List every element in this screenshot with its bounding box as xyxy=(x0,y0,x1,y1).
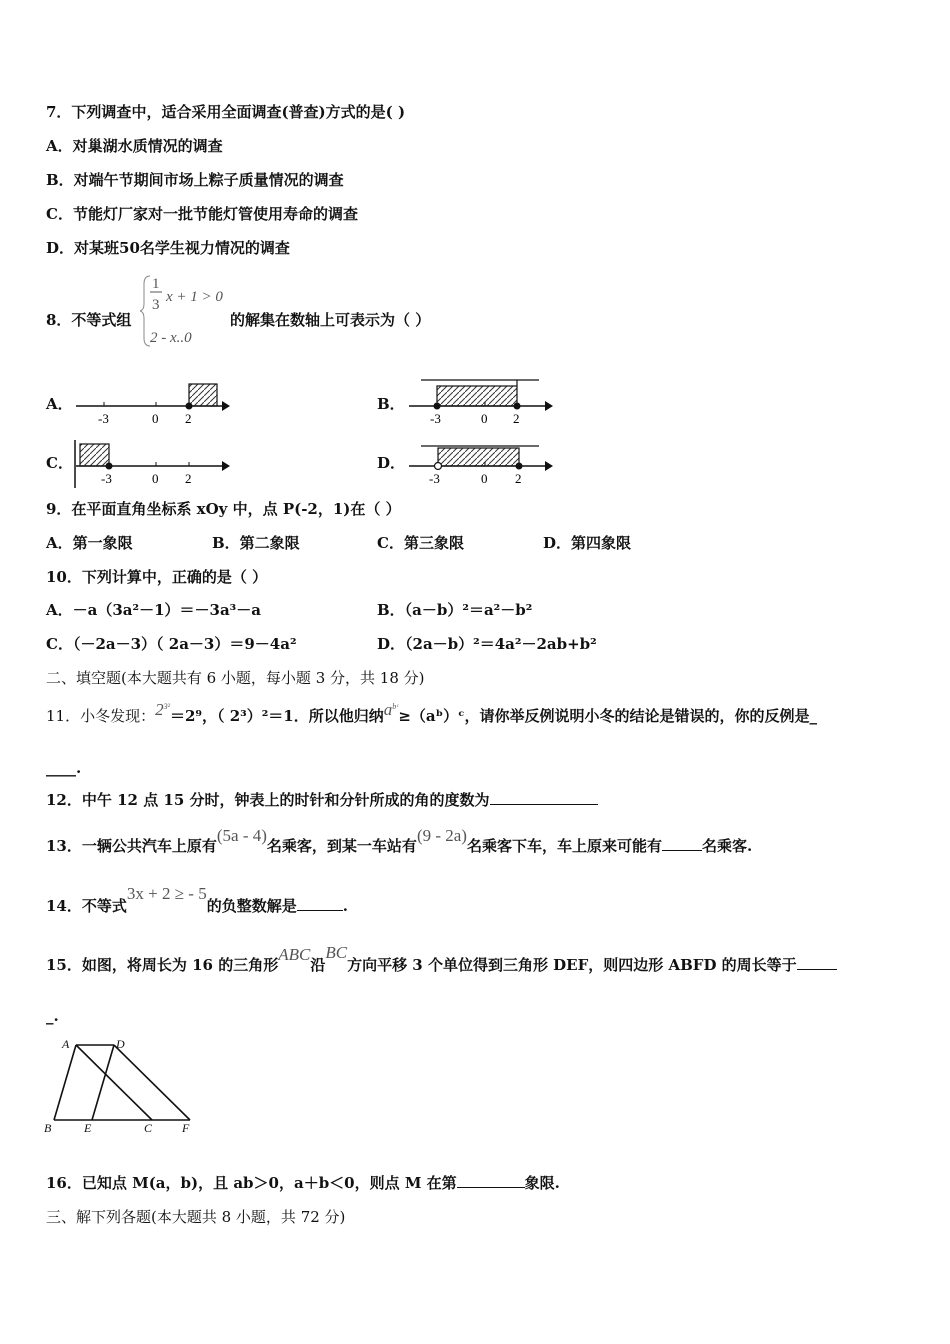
q11-line xyxy=(46,700,818,726)
q7-option-b: B．对端午节期间市场上粽子质量情况的调查 xyxy=(46,171,344,189)
q10-option-a: A．－a（3a²－1）＝－3a³－a xyxy=(46,601,261,619)
q15-part3: 方向平移 3 个单位得到三角形 DEF，则四边形 ABFD 的周长等于 xyxy=(347,956,797,974)
q10-option-d: D．（2a－b）²＝4a²－2ab+b² xyxy=(377,635,597,653)
q15-part2: 沿 xyxy=(310,956,326,974)
q9-option-b: B．第二象限 xyxy=(212,534,300,552)
q14-part1: 14．不等式 xyxy=(46,897,127,915)
q8-frac-den: 3 xyxy=(152,297,160,313)
q8-line1: x + 1 > 0 xyxy=(166,289,223,305)
q15-expr1: ABC xyxy=(278,945,311,964)
q15-label-c: C xyxy=(144,1121,153,1135)
q16-line xyxy=(46,1173,560,1193)
q15-line xyxy=(46,943,837,975)
q7-option-c: C．节能灯厂家对一批节能灯管使用寿命的调查 xyxy=(46,205,358,223)
q8-tail: 的解集在数轴上可表示为（ ） xyxy=(230,311,431,329)
svg-text:0: 0 xyxy=(152,411,159,426)
q15-answer-blank[interactable] xyxy=(797,955,837,970)
q8-num: 8．不等式组 xyxy=(46,311,132,329)
q15-label-d: D xyxy=(116,1037,125,1051)
q8-inequality-system xyxy=(140,272,235,350)
q13-part3: 名乘客下车，车上原来可能有 xyxy=(466,837,662,855)
q12-line xyxy=(46,790,598,810)
q11-expr2: $a^{bᶜ}$ xyxy=(383,700,399,719)
q8-numberline-c xyxy=(72,436,232,488)
q14-answer-blank[interactable] xyxy=(297,896,343,911)
q13-answer-blank[interactable] xyxy=(662,836,702,851)
svg-text:-3: -3 xyxy=(429,471,440,486)
q8-line2: 2 - x..0 xyxy=(150,330,192,346)
q11-continuation: ____. xyxy=(46,759,82,777)
q16-part2: 象限. xyxy=(524,1174,560,1192)
svg-text:2: 2 xyxy=(185,471,192,486)
q14-line xyxy=(46,884,348,916)
q10-stem: 10．下列计算中，正确的是（ ） xyxy=(46,568,268,586)
q13-line xyxy=(46,826,753,856)
q15-expr2: BC xyxy=(325,943,348,962)
q14-part2: 的负整数解是 xyxy=(206,897,297,915)
svg-text:-3: -3 xyxy=(430,411,441,426)
q8-numberline-b xyxy=(405,374,565,428)
q9-stem: 9．在平面直角坐标系 xOy 中，点 P(-2，1)在（ ） xyxy=(46,500,401,518)
section2-heading: 二、填空题(本大题共有 6 小题，每小题 3 分，共 18 分) xyxy=(46,669,425,687)
svg-text:2: 2 xyxy=(515,471,522,486)
svg-text:0: 0 xyxy=(481,411,488,426)
q15-label-f: F xyxy=(182,1121,190,1135)
q16-part1: 16．已知点 M(a，b)，且 ab＞0，a＋b＜0，则点 M 在第 xyxy=(46,1174,457,1192)
q13-expr2: (9 - 2a) xyxy=(416,826,467,845)
q9-option-d: D．第四象限 xyxy=(543,534,632,552)
q14-end: . xyxy=(342,897,348,915)
q11-num: 11．小冬发现： xyxy=(46,707,156,725)
q10-option-b: B．（a－b）²＝a²－b² xyxy=(377,601,533,619)
q15-continuation: _. xyxy=(46,1007,59,1025)
q9-option-a: A．第一象限 xyxy=(46,534,133,552)
q13-expr1: (5a - 4) xyxy=(216,826,267,845)
q11-part2: ＝2⁹，（ 2³）²＝1．所以他归纳 xyxy=(170,707,384,725)
svg-text:0: 0 xyxy=(152,471,159,486)
svg-text:-3: -3 xyxy=(98,411,109,426)
q8-label-d: D． xyxy=(377,454,406,472)
q15-label-a: A xyxy=(62,1037,70,1051)
svg-text:2: 2 xyxy=(185,411,192,426)
svg-text:0: 0 xyxy=(481,471,488,486)
q8-numberline-a xyxy=(72,378,232,428)
q7-stem: 7．下列调查中，适合采用全面调查(普查)方式的是( ) xyxy=(46,103,406,121)
q7-option-d: D．对某班50名学生视力情况的调查 xyxy=(46,239,290,257)
svg-text:2: 2 xyxy=(513,411,520,426)
q8-frac-num: 1 xyxy=(152,276,160,292)
q12-answer-blank[interactable] xyxy=(490,790,598,805)
q9-option-c: C．第三象限 xyxy=(377,534,464,552)
q10-option-c: C．（－2a－3）（ 2a－3）＝9－4a² xyxy=(46,635,297,653)
q11-expr1: $2^{3^2}$ xyxy=(155,700,170,719)
section3-heading: 三、解下列各题(本大题共 8 小题，共 72 分) xyxy=(46,1208,346,1226)
q13-part1: 13．一辆公共汽车上原有 xyxy=(46,837,217,855)
q7-option-a: A．对巢湖水质情况的调查 xyxy=(46,137,223,155)
q16-answer-blank[interactable] xyxy=(457,1173,525,1188)
q8-label-a: A． xyxy=(46,395,73,413)
svg-text:-3: -3 xyxy=(101,471,112,486)
q11-part3: ≥（aᵇ）ᶜ，请你举反例说明小冬的结论是错误的，你的反例是_ xyxy=(398,707,818,725)
q15-figure xyxy=(44,1036,196,1136)
q15-label-e: E xyxy=(84,1121,92,1135)
q8-label-c: C． xyxy=(46,454,73,472)
q8-numberline-d xyxy=(405,434,565,488)
q12-text: 12．中午 12 点 15 分时，钟表上的时针和分针所成的角的度数为 xyxy=(46,791,490,809)
q14-expr: 3x + 2 ≥ - 5 xyxy=(126,884,207,903)
q13-part2: 名乘客，到某一车站有 xyxy=(266,837,417,855)
q15-part1: 15．如图，将周长为 16 的三角形 xyxy=(46,956,279,974)
q8-label-b: B． xyxy=(377,395,405,413)
q15-label-b: B xyxy=(44,1121,52,1135)
q13-part4: 名乘客. xyxy=(701,837,753,855)
